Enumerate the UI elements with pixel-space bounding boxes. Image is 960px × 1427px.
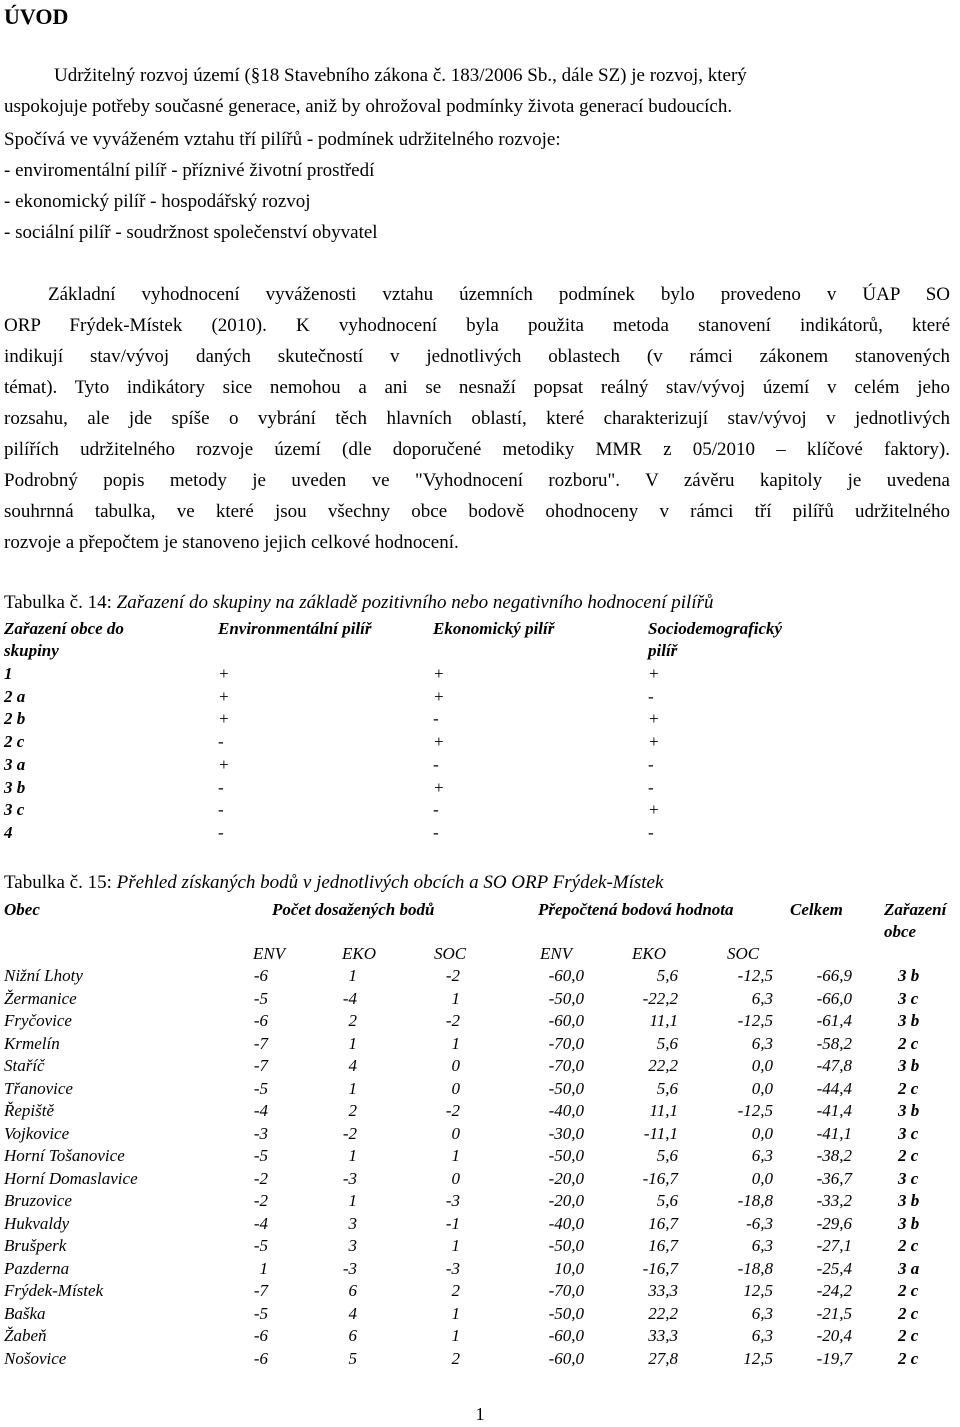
t15-municipality: Bruzovice xyxy=(4,1191,72,1210)
t15-cell: -7 xyxy=(253,1281,268,1300)
t15-cell: -60,0 xyxy=(548,1011,584,1030)
t15-cell: 3 xyxy=(348,1213,357,1233)
t15-cell: -41,4 xyxy=(816,1101,852,1120)
t15-municipality: Nošovice xyxy=(4,1348,67,1368)
t15-cell: -5 xyxy=(253,988,268,1008)
t14-header-group-2: skupiny xyxy=(4,641,59,660)
intro-line-1: Udržitelný rozvoj území (§18 Stavebního zákona č. 183/2006 Sb., dále SZ) je rozvoj, který xyxy=(54,65,747,86)
t15-header-obce: obce xyxy=(884,922,917,941)
t15-municipality: Krmelín xyxy=(4,1033,60,1053)
t15-cell: 6,3 xyxy=(751,1033,773,1053)
t14-cell: + xyxy=(648,800,660,820)
t15-cell: -2 xyxy=(445,1011,460,1030)
intro-line-3: Spočívá ve vyváženém vztahu tří pilířů - podmínek udržitelného rozvoje: xyxy=(4,129,561,150)
t15-cell: 6 xyxy=(348,1281,357,1300)
t15-cell: -50,0 xyxy=(548,1146,584,1165)
t15-cell: -4 xyxy=(253,1101,268,1120)
t14-cell: - xyxy=(218,732,224,752)
t15-cell: -50,0 xyxy=(548,1303,584,1323)
t15-cell: -40,0 xyxy=(548,1101,584,1120)
t15-cell: 6,3 xyxy=(751,1326,773,1345)
t15-cell: 27,8 xyxy=(648,1348,678,1368)
t14-cell: + xyxy=(433,664,445,683)
t15-cell: -22,2 xyxy=(642,988,678,1008)
t15-municipality: Fryčovice xyxy=(4,1011,72,1030)
t15-cell: -58,2 xyxy=(816,1033,852,1053)
t15-group: 3 b xyxy=(898,1011,920,1030)
t15-cell: 5,6 xyxy=(656,1191,678,1210)
t15-header-obec: Obec xyxy=(4,900,40,919)
t15-cell: 10,0 xyxy=(554,1258,584,1278)
t14-cell: - xyxy=(433,754,439,774)
t15-cell: -18,8 xyxy=(737,1191,773,1210)
t15-cell: -4 xyxy=(253,1213,268,1233)
t15-cell: 1 xyxy=(451,1236,460,1255)
t14-cell: - xyxy=(648,754,654,774)
table14-caption-text: Zařazení do skupiny na základě pozitivního nebo negativního hodnocení pilířů xyxy=(116,592,714,613)
t15-cell: -7 xyxy=(253,1033,268,1053)
t15-cell: 0 xyxy=(451,1078,460,1098)
t14-cell: - xyxy=(218,800,224,820)
t15-group: 3 c xyxy=(898,1168,919,1188)
t14-row-group: 2 c xyxy=(4,732,25,752)
pillar-env: - enviromentální pilíř - příznivé životní prostředí xyxy=(4,160,375,181)
t15-cell: -1 xyxy=(445,1213,460,1233)
t15-group: 3 c xyxy=(898,1123,919,1143)
t15-cell: 12,5 xyxy=(743,1281,773,1300)
t15-cell: -36,7 xyxy=(816,1168,852,1188)
t15-cell: -3 xyxy=(445,1258,460,1278)
t15-cell: -3 xyxy=(342,1258,357,1278)
t14-cell: + xyxy=(433,732,445,752)
t15-municipality: Baška xyxy=(4,1303,46,1323)
t14-header-eko: Ekonomický pilíř xyxy=(433,619,555,638)
t15-sub-soc2: SOC xyxy=(727,944,760,963)
t14-cell: - xyxy=(218,777,224,797)
t15-cell: 22,2 xyxy=(648,1056,678,1075)
t15-cell: -50,0 xyxy=(548,988,584,1008)
t15-cell: -7 xyxy=(253,1056,268,1075)
table15-caption-text: Přehled získaných bodů v jednotlivých obcích a SO ORP Frýdek-Místek xyxy=(116,872,664,893)
t15-sub-eko: EKO xyxy=(342,944,376,963)
t15-cell: 5,6 xyxy=(656,1146,678,1165)
t15-cell: -66,9 xyxy=(816,966,852,985)
section-heading: ÚVOD xyxy=(4,4,69,29)
t15-municipality: Žabeň xyxy=(4,1326,47,1345)
t15-group: 2 c xyxy=(898,1326,919,1345)
t15-cell: -3 xyxy=(445,1191,460,1210)
t15-cell: 2 xyxy=(348,1101,357,1120)
t15-cell: 6,3 xyxy=(751,988,773,1008)
t15-cell: -20,0 xyxy=(548,1191,584,1210)
t15-group: 3 c xyxy=(898,988,919,1008)
t15-municipality: Třanovice xyxy=(4,1078,73,1098)
t15-cell: 4 xyxy=(348,1056,357,1075)
t15-cell: -50,0 xyxy=(548,1078,584,1098)
t15-cell: -24,2 xyxy=(816,1281,852,1300)
t15-cell: -6 xyxy=(253,966,268,985)
t15-cell: 1 xyxy=(348,966,357,985)
t15-cell: -6 xyxy=(253,1348,268,1368)
t15-municipality: Staříč xyxy=(4,1056,45,1075)
t15-cell: -20,0 xyxy=(548,1168,584,1188)
para-line: pilířích udržitelného rozvoje území (dle doporučené metodiky MMR z 05/2010 – klíčové faktory). xyxy=(4,439,950,460)
t14-cell: + xyxy=(648,664,660,683)
t14-cell: - xyxy=(648,686,654,706)
t15-cell: 6,3 xyxy=(751,1146,773,1165)
t15-cell: 2 xyxy=(348,1011,357,1030)
t15-group: 3 b xyxy=(898,1101,920,1120)
t15-municipality: Horní Tošanovice xyxy=(4,1146,125,1165)
t15-cell: 1 xyxy=(451,1033,460,1053)
t14-header-soc: Sociodemografický xyxy=(648,619,783,638)
t14-cell: + xyxy=(648,732,660,752)
t15-cell: -2 xyxy=(342,1123,357,1143)
t15-cell: 12,5 xyxy=(743,1348,773,1368)
t15-sub-soc: SOC xyxy=(434,944,467,963)
t14-header-env: Environmentální pilíř xyxy=(218,619,372,638)
t15-cell: 33,3 xyxy=(648,1326,678,1345)
t15-municipality: Pazderna xyxy=(4,1258,70,1278)
t15-cell: -70,0 xyxy=(548,1281,584,1300)
t15-municipality: Nižní Lhoty xyxy=(4,966,83,985)
t15-municipality: Frýdek-Místek xyxy=(4,1281,104,1300)
para-line: rozsahu, ale jde spíše o vybrání těch hlavních oblastí, které charakterizují stav/vývoj v jednotlivých xyxy=(4,408,950,429)
t15-municipality: Horní Domaslavice xyxy=(4,1168,138,1188)
t15-group: 2 c xyxy=(898,1078,919,1098)
t15-cell: -5 xyxy=(253,1303,268,1323)
t15-cell: 5,6 xyxy=(656,1078,678,1098)
t15-cell: -4 xyxy=(342,988,357,1008)
t15-header-prepoctena: Přepočtená bodová hodnota xyxy=(538,900,734,919)
t15-cell: 1 xyxy=(451,1303,460,1323)
t15-cell: -16,7 xyxy=(642,1168,678,1188)
table15-caption xyxy=(4,872,663,894)
t15-municipality: Hukvaldy xyxy=(4,1213,70,1233)
t15-cell: 16,7 xyxy=(648,1236,678,1255)
t15-cell: 4 xyxy=(348,1303,357,1323)
t14-row-group: 2 a xyxy=(4,686,26,706)
t15-municipality: Řepiště xyxy=(4,1101,55,1120)
t14-row-group: 4 xyxy=(4,822,13,842)
t15-cell: -60,0 xyxy=(548,1326,584,1345)
t15-cell: -25,4 xyxy=(816,1258,852,1278)
t14-cell: - xyxy=(433,822,439,842)
t15-group: 2 c xyxy=(898,1033,919,1053)
t15-cell: -70,0 xyxy=(548,1056,584,1075)
t15-cell: -5 xyxy=(253,1078,268,1098)
t15-cell: 0 xyxy=(451,1168,460,1188)
t15-cell: -3 xyxy=(253,1123,268,1143)
t15-cell: 1 xyxy=(451,1146,460,1165)
t15-cell: 1 xyxy=(348,1078,357,1098)
t15-cell: 0,0 xyxy=(751,1056,773,1075)
t15-cell: -70,0 xyxy=(548,1033,584,1053)
t15-cell: -33,2 xyxy=(816,1191,852,1210)
t15-group: 3 a xyxy=(898,1258,920,1278)
t15-municipality: Brušperk xyxy=(4,1236,67,1255)
t14-cell: - xyxy=(648,777,654,797)
t15-cell: -60,0 xyxy=(548,966,584,985)
t15-cell: -12,5 xyxy=(737,1101,773,1120)
t15-cell: 1 xyxy=(348,1033,357,1053)
t14-row-group: 3 b xyxy=(4,777,26,797)
t14-cell: - xyxy=(433,709,439,729)
t14-row-group: 3 a xyxy=(4,754,26,774)
t14-cell: - xyxy=(218,822,224,842)
table14-caption-prefix: Tabulka č. 14: xyxy=(4,592,117,613)
pillar-soc: - sociální pilíř - soudržnost společenství obyvatel xyxy=(4,222,378,243)
t15-cell: 5,6 xyxy=(656,966,678,985)
pillar-eko: - ekonomický pilíř - hospodářský rozvoj xyxy=(4,191,311,212)
t15-cell: 0,0 xyxy=(751,1078,773,1098)
table15-caption-prefix: Tabulka č. 15: xyxy=(4,872,117,893)
t15-cell: -6,3 xyxy=(746,1213,773,1233)
t15-cell: 33,3 xyxy=(648,1281,678,1300)
para-line: indikují stav/vývoj daných skutečností v jednotlivých oblastech (v rámci zákonem stanovených xyxy=(4,346,950,367)
t15-cell: 0 xyxy=(451,1056,460,1075)
t15-cell: 5,6 xyxy=(656,1033,678,1053)
t15-cell: -29,6 xyxy=(816,1213,852,1233)
t15-cell: -21,5 xyxy=(816,1303,852,1323)
t15-group: 3 b xyxy=(898,966,920,985)
t15-group: 2 c xyxy=(898,1236,919,1255)
t14-header-group: Zařazení obce do xyxy=(4,619,124,638)
t15-cell: 2 xyxy=(451,1281,460,1300)
t15-cell: -5 xyxy=(253,1236,268,1255)
table14-caption xyxy=(4,592,714,614)
t15-cell: -66,0 xyxy=(816,988,852,1008)
para-line: Podrobný popis metody je uveden ve "Vyhodnocení rozboru". V závěru kapitoly je uvedena xyxy=(4,470,950,491)
t14-cell: + xyxy=(433,686,445,706)
t15-header-celkem: Celkem xyxy=(790,900,843,919)
t15-cell: -6 xyxy=(253,1011,268,1030)
t15-cell: -30,0 xyxy=(548,1123,584,1143)
para-line: souhrnná tabulka, ve které jsou všechny obce bodově ohodnoceny v rámci tří pilířů udržitelného xyxy=(4,501,950,522)
t15-cell: 16,7 xyxy=(648,1213,678,1233)
t15-cell: -2 xyxy=(445,966,460,985)
t15-sub-env2: ENV xyxy=(540,944,573,963)
t15-cell: -60,0 xyxy=(548,1348,584,1368)
t14-cell: + xyxy=(218,709,230,729)
t15-cell: -6 xyxy=(253,1326,268,1345)
intro-line-2: uspokojuje potřeby současné generace, aniž by ohrožoval podmínky života generací budoucích. xyxy=(4,96,733,117)
t15-cell: -2 xyxy=(253,1191,268,1210)
t15-cell: 0,0 xyxy=(751,1123,773,1143)
para-line: témat). Tyto indikátory sice nemohou a ani se nesnaží popsat reálný stav/vývoj území v celém jeho xyxy=(4,377,950,398)
t14-cell: + xyxy=(433,777,445,797)
t15-sub-eko2: EKO xyxy=(632,944,666,963)
t15-group: 3 b xyxy=(898,1213,920,1233)
t15-cell: 1 xyxy=(348,1146,357,1165)
t14-cell: + xyxy=(648,709,660,729)
t14-row-group: 2 b xyxy=(4,709,26,729)
t14-header-soc-2: pilíř xyxy=(648,641,678,660)
t15-cell: -20,4 xyxy=(816,1326,852,1345)
t15-cell: 0,0 xyxy=(751,1168,773,1188)
t15-group: 2 c xyxy=(898,1348,919,1368)
t15-cell: 3 xyxy=(348,1236,357,1255)
t14-row-group: 3 c xyxy=(4,800,25,820)
t14-cell: - xyxy=(433,800,439,820)
t15-group: 3 b xyxy=(898,1191,920,1210)
t15-header-pocet: Počet dosažených bodů xyxy=(272,900,435,919)
t15-cell: 0 xyxy=(451,1123,460,1143)
t14-cell: - xyxy=(648,822,654,842)
t15-group: 2 c xyxy=(898,1281,919,1300)
t15-cell: -12,5 xyxy=(737,1011,773,1030)
t15-cell: 22,2 xyxy=(648,1303,678,1323)
t15-cell: -11,1 xyxy=(643,1123,678,1143)
page-number: 1 xyxy=(475,1404,485,1424)
t15-cell: -2 xyxy=(445,1101,460,1120)
para-line: Základní vyhodnocení vyváženosti vztahu územních podmínek bylo provedeno v ÚAP SO xyxy=(48,284,950,305)
t14-row-group: 1 xyxy=(4,664,13,683)
t15-cell: 6,3 xyxy=(751,1303,773,1323)
t14-cell: + xyxy=(218,664,230,683)
t15-cell: 5 xyxy=(348,1348,357,1368)
t15-cell: -27,1 xyxy=(816,1236,852,1255)
t15-cell: 6 xyxy=(348,1326,357,1345)
body-paragraph xyxy=(4,279,950,558)
t15-cell: -50,0 xyxy=(548,1236,584,1255)
t15-cell: 11,1 xyxy=(649,1101,678,1120)
t15-cell: -19,7 xyxy=(816,1348,852,1368)
t15-cell: -12,5 xyxy=(737,966,773,985)
t15-cell: -5 xyxy=(253,1146,268,1165)
t15-cell: -16,7 xyxy=(642,1258,678,1278)
t15-municipality: Vojkovice xyxy=(4,1123,70,1143)
t15-cell: -38,2 xyxy=(816,1146,852,1165)
t15-cell: -2 xyxy=(253,1168,268,1188)
t15-cell: 1 xyxy=(451,988,460,1008)
t15-cell: 11,1 xyxy=(649,1011,678,1030)
t14-cell: + xyxy=(218,686,230,706)
t15-group: 2 c xyxy=(898,1146,919,1165)
t15-cell: -18,8 xyxy=(737,1258,773,1278)
t15-cell: -44,4 xyxy=(816,1078,852,1098)
t15-cell: -61,4 xyxy=(816,1011,852,1030)
para-line: ORP Frýdek-Místek (2010). K vyhodnocení byla použita metoda stanovení indikátorů, které xyxy=(4,315,950,336)
t15-cell: 2 xyxy=(451,1348,460,1368)
t14-cell: + xyxy=(218,754,230,774)
para-line: rozvoje a přepočtem je stanoveno jejich celkové hodnocení. xyxy=(4,532,459,553)
t15-cell: 6,3 xyxy=(751,1236,773,1255)
t15-cell: -3 xyxy=(342,1168,357,1188)
t15-cell: 1 xyxy=(451,1326,460,1345)
t15-group: 2 c xyxy=(898,1303,919,1323)
t15-cell: 1 xyxy=(348,1191,357,1210)
t15-group: 3 b xyxy=(898,1056,920,1075)
t15-cell: 1 xyxy=(259,1258,268,1278)
t15-cell: -47,8 xyxy=(816,1056,852,1075)
t15-cell: -41,1 xyxy=(816,1123,852,1143)
t15-municipality: Žermanice xyxy=(4,988,77,1008)
t15-cell: -40,0 xyxy=(548,1213,584,1233)
t15-sub-env: ENV xyxy=(253,944,286,963)
t15-header-zarazeni: Zařazení xyxy=(884,900,947,919)
